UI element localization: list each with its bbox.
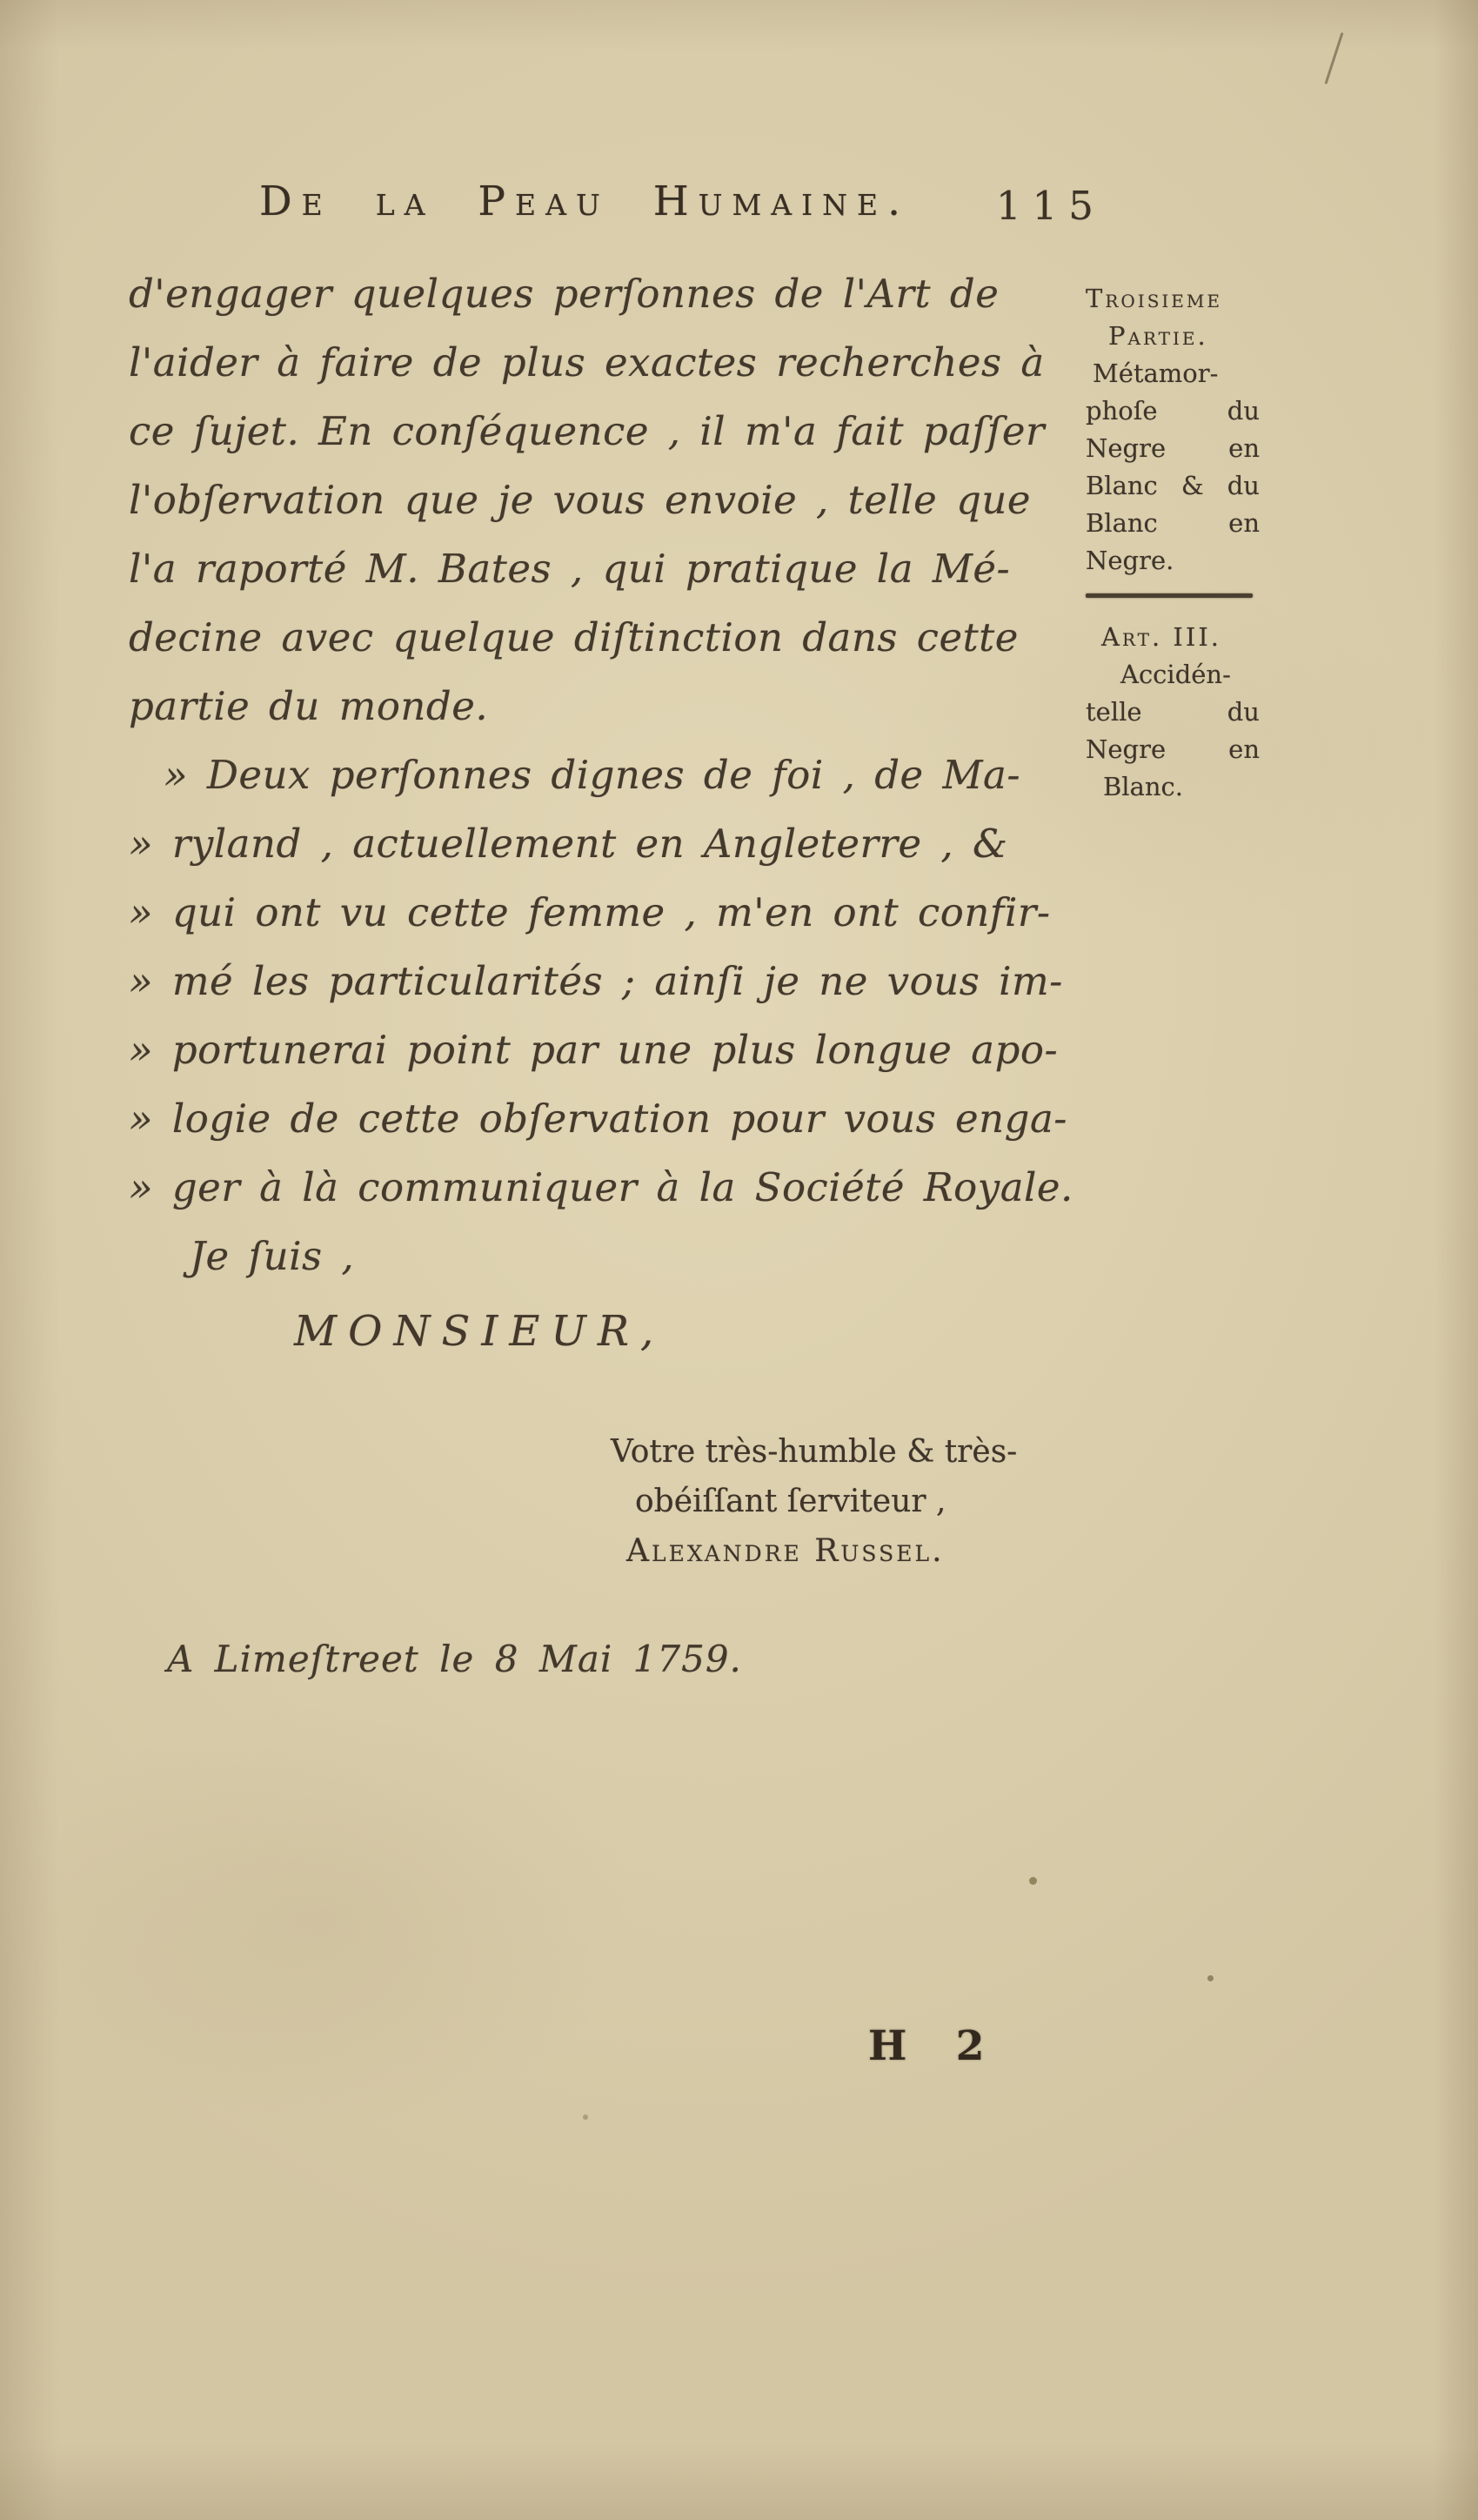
margin-note-article xyxy=(1086,619,1260,806)
body-line: » ryland , actuellement en Angleterre , & xyxy=(129,821,1008,867)
body-line: » ger à là communiquer à la Société Royale. xyxy=(129,1164,1073,1210)
paper-speck xyxy=(1207,1975,1214,1981)
margin-note-part xyxy=(1086,280,1260,580)
body-line: l'a raporté M. Bates , qui pratique la Mé- xyxy=(129,546,1011,592)
page-number: 115 xyxy=(996,183,1105,229)
margin-note-line: Accidén- xyxy=(1120,660,1231,689)
body-text xyxy=(129,259,1099,1290)
margin-note-line: Negre en xyxy=(1086,433,1260,463)
paper-speck xyxy=(1029,1877,1037,1885)
signature: Alexandre Russel. xyxy=(626,1533,945,1569)
margin-note-line: Blanc en xyxy=(1086,508,1260,538)
body-line: » mé les particularités ; ainſi je ne vous im- xyxy=(129,958,1063,1004)
body-line: » Deux perſonnes dignes de foi , de Ma- xyxy=(164,752,1021,798)
dateline: A Limeſtreet le 8 Mai 1759. xyxy=(167,1638,742,1680)
body-line: » logie de cette obſervation pour vous enga- xyxy=(129,1096,1067,1142)
body-line: ce ſujet. En conſéquence , il m'a fait paſſer xyxy=(129,408,1046,454)
margin-note-line: Negre en xyxy=(1086,734,1260,764)
margin-note-line: Blanc. xyxy=(1103,772,1184,801)
running-title: De la Peau Humaine. xyxy=(259,178,911,225)
body-line: l'aider à faire de plus exactes recherches à xyxy=(129,339,1045,385)
valediction xyxy=(611,1427,1017,1576)
paper-speck xyxy=(583,2115,588,2120)
valediction-line: obéiſſant ſerviteur , xyxy=(635,1484,946,1519)
body-line: Je ſuis , xyxy=(190,1233,355,1279)
margin-rule xyxy=(1086,593,1253,598)
margin-note-line: Troisieme xyxy=(1086,284,1222,313)
valediction-line: Votre très-humble & très- xyxy=(611,1434,1018,1470)
body-line: » portunerai point par une plus longue apo- xyxy=(129,1027,1059,1073)
salutation: MONSIEUR, xyxy=(294,1307,665,1356)
stray-ink-mark xyxy=(1324,32,1343,84)
body-line: d'engager quelques perſonnes de l'Art de xyxy=(129,271,1000,317)
margin-note-line: Métamor- xyxy=(1093,359,1219,388)
body-line: partie du monde. xyxy=(129,683,489,729)
signature-mark: H 2 xyxy=(868,2022,1002,2070)
margin-note-line: Art. III. xyxy=(1101,622,1222,652)
margin-note-line: phoſe du xyxy=(1086,396,1260,426)
margin-notes xyxy=(1086,280,1260,806)
body-line: decine avec quelque diſtinction dans cette xyxy=(129,614,1019,660)
margin-note-line: Negre. xyxy=(1086,546,1174,575)
body-line: l'obſervation que je vous envoie , telle que xyxy=(129,477,1031,523)
margin-note-line: Partie. xyxy=(1108,321,1208,351)
body-line: » qui ont vu cette femme , m'en ont confir- xyxy=(129,889,1051,935)
margin-note-line: telle du xyxy=(1086,697,1260,727)
margin-note-line: Blanc & du xyxy=(1086,471,1260,500)
